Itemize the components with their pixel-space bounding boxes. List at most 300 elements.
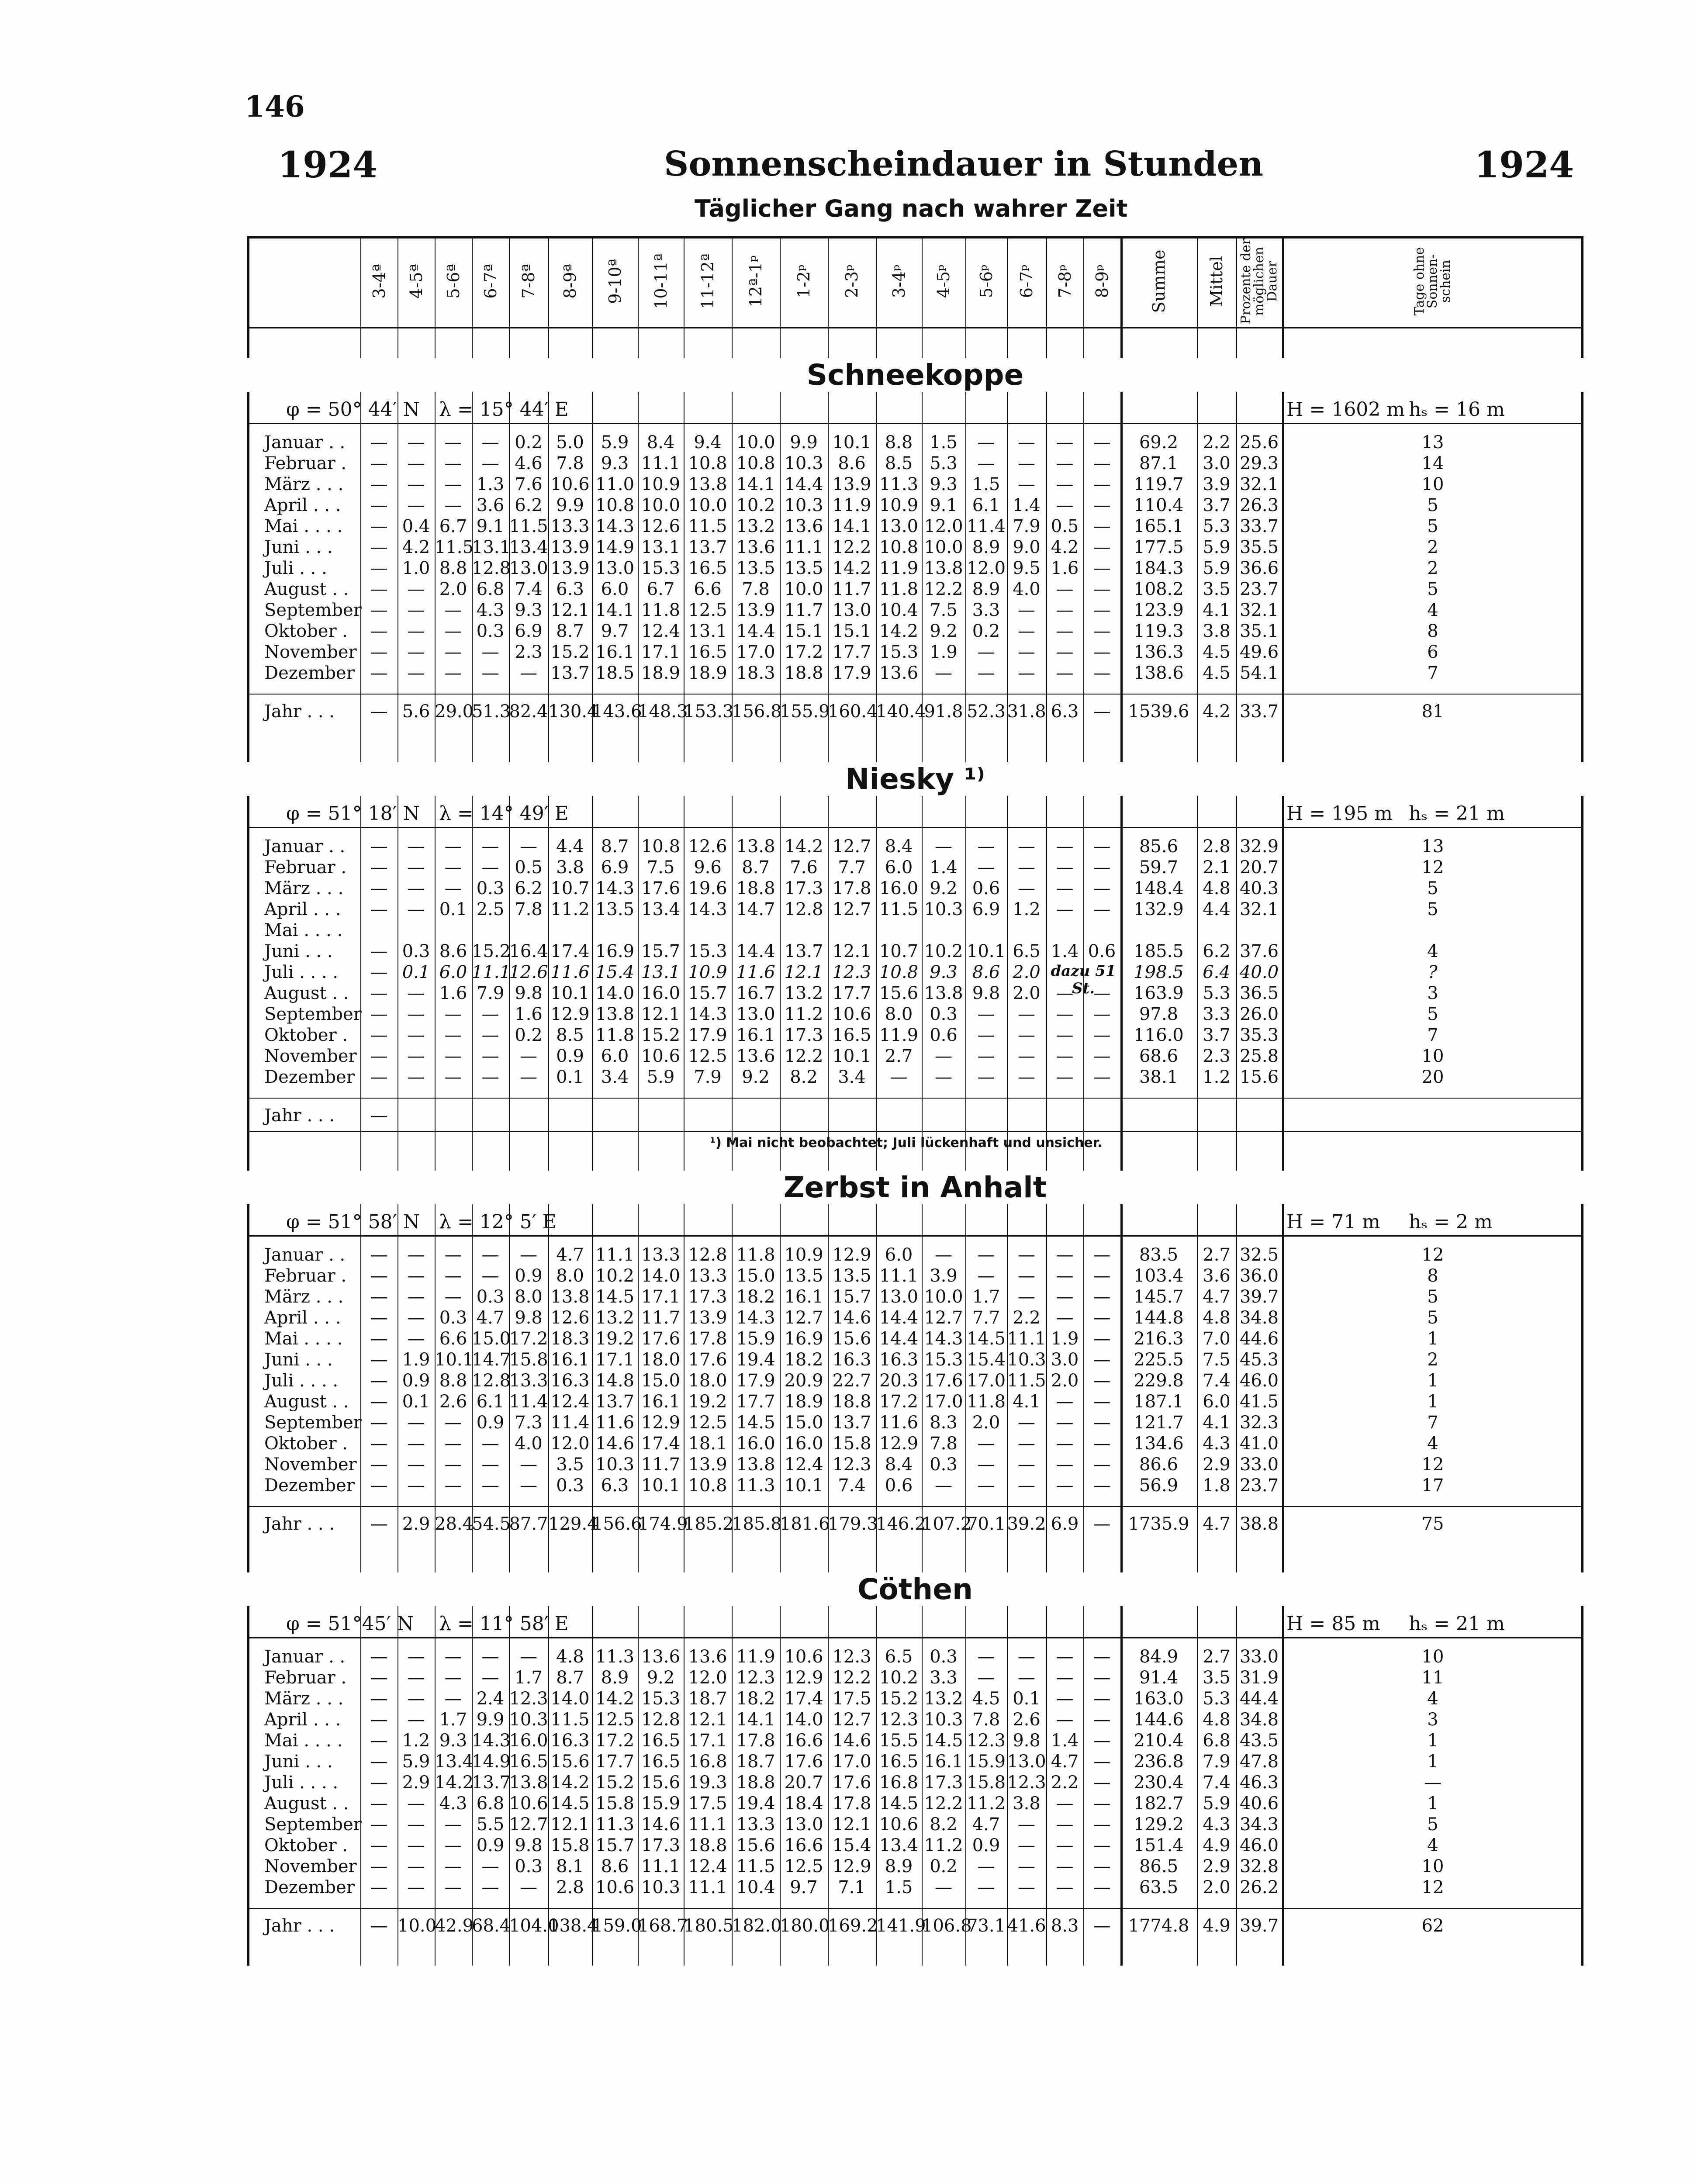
table-cell: 0.6 [930, 1025, 958, 1045]
table-cell: 12 [1421, 1877, 1444, 1897]
station-hs: hₛ = 21 m [1409, 802, 1505, 825]
year-total-row [247, 1106, 1583, 1127]
month-label: Oktober . [264, 1835, 348, 1856]
table-cell: 12.7 [784, 1308, 823, 1328]
table-cell: 17.4 [784, 1689, 823, 1709]
table-cell: 2.9 [402, 1514, 430, 1534]
table-cell: 16.3 [550, 1731, 590, 1751]
table-cell: 9.7 [790, 1877, 818, 1897]
table-cell: — [1018, 642, 1035, 662]
table-cell: 2.2 [1013, 1308, 1041, 1328]
table-cell: 1774.8 [1128, 1916, 1189, 1936]
table-cell: 180.5 [684, 1916, 734, 1936]
table-cell: — [370, 983, 388, 1003]
table-cell: — [520, 1877, 537, 1897]
table-cell: 12.9 [832, 1245, 871, 1265]
table-cell: 156.8 [732, 702, 782, 722]
table-cell: 136.3 [1134, 642, 1184, 662]
table-cell: — [444, 1287, 462, 1307]
table-cell: 6.5 [885, 1647, 913, 1667]
table-cell: — [370, 1106, 388, 1126]
month-label: April . . . [264, 1710, 341, 1730]
table-row [247, 1067, 1583, 1088]
table-cell: 6.3 [1051, 702, 1079, 722]
table-cell: — [1056, 1046, 1074, 1066]
table-cell: 11.5 [879, 899, 919, 919]
table-cell: 15.3 [924, 1350, 963, 1370]
table-cell: 18.7 [688, 1689, 727, 1709]
table-cell: 6.8 [476, 579, 505, 599]
table-cell: — [1056, 1877, 1074, 1897]
table-cell: 17.1 [641, 642, 681, 662]
table-cell: 10.8 [879, 537, 919, 557]
table-cell: — [370, 1877, 388, 1897]
table-cell: 14.5 [966, 1329, 1006, 1349]
table-cell: 3.9 [930, 1266, 958, 1286]
table-cell: 182.7 [1134, 1794, 1184, 1814]
table-cell: 31.9 [1239, 1668, 1279, 1688]
table-cell: 10.3 [924, 1710, 963, 1730]
table-cell: 9.8 [972, 983, 1000, 1003]
table-cell: — [977, 836, 995, 857]
table-cell: — [370, 1455, 388, 1475]
table-cell: — [890, 1067, 908, 1087]
table-cell: 84.9 [1139, 1647, 1179, 1667]
table-cell: 9.8 [1013, 1731, 1041, 1751]
table-cell: 11.5 [1007, 1371, 1046, 1391]
table-cell: 140.4 [876, 702, 926, 722]
table-cell: 10.2 [736, 495, 775, 515]
table-cell: 7.5 [646, 857, 675, 878]
table-cell: 10.1 [832, 1046, 871, 1066]
table-cell: — [1018, 1476, 1035, 1496]
table-cell: 47.8 [1239, 1752, 1279, 1772]
table-cell: 17.8 [832, 1794, 871, 1814]
table-cell: 26.2 [1239, 1877, 1279, 1897]
table-cell: 1735.9 [1128, 1514, 1189, 1534]
table-cell: 12.3 [832, 1455, 871, 1475]
table-cell: 35.3 [1239, 1025, 1279, 1045]
table-cell: 18.8 [736, 878, 775, 898]
table-cell: 13.3 [688, 1266, 727, 1286]
table-cell: 10.4 [879, 600, 919, 620]
table-cell: 8.5 [556, 1025, 584, 1045]
month-label: April . . . [264, 495, 341, 515]
station-section [247, 1572, 1583, 1957]
month-label: Jahr . . . [264, 1916, 335, 1936]
table-cell: 10.8 [595, 495, 635, 515]
table-cell: 1.2 [1013, 899, 1041, 919]
table-row [247, 836, 1583, 857]
table-cell: — [407, 642, 425, 662]
table-cell: 69.2 [1139, 432, 1179, 453]
table-cell: 15.8 [966, 1773, 1006, 1793]
table-cell: 9.9 [790, 432, 818, 453]
table-cell: 4.5 [1203, 642, 1231, 662]
table-cell: 16.5 [688, 642, 727, 662]
table-cell: 225.5 [1134, 1350, 1184, 1370]
table-cell: 16.0 [879, 878, 919, 898]
table-cell: 0.6 [972, 878, 1000, 898]
table-cell: 13.9 [736, 600, 775, 620]
column-header: 5-6ᵖ [976, 264, 996, 298]
table-cell: 1.7 [515, 1668, 543, 1688]
table-cell: 51.3 [472, 702, 511, 722]
table-cell: — [977, 1046, 995, 1066]
table-cell: 32.3 [1239, 1413, 1279, 1433]
table-cell: 11.6 [736, 962, 775, 982]
table-cell: — [481, 1434, 499, 1454]
table-cell: 35.5 [1239, 537, 1279, 557]
table-cell: 185.8 [732, 1514, 782, 1534]
table-cell: — [407, 1814, 425, 1835]
table-cell: — [1056, 1287, 1074, 1307]
table-cell: 13.2 [595, 1308, 635, 1328]
table-cell: 3.5 [1203, 1668, 1231, 1688]
table-cell: 16.3 [832, 1350, 871, 1370]
table-cell: 16.5 [641, 1731, 681, 1751]
table-cell: 34.8 [1239, 1308, 1279, 1328]
table-cell: — [370, 1067, 388, 1087]
table-cell: 151.4 [1134, 1835, 1184, 1856]
table-cell: — [370, 1025, 388, 1045]
table-cell: 1.6 [1051, 558, 1079, 578]
table-cell: — [1093, 857, 1111, 878]
table-cell: — [370, 1689, 388, 1709]
table-cell: 41.5 [1239, 1392, 1279, 1412]
table-cell: 8 [1427, 621, 1438, 641]
table-cell: — [407, 1455, 425, 1475]
table-cell: 18.9 [688, 663, 727, 683]
table-cell: 20.7 [784, 1773, 823, 1793]
table-cell: — [370, 1371, 388, 1391]
table-cell: 11.2 [966, 1794, 1006, 1814]
table-cell: 15.2 [595, 1773, 635, 1793]
table-row [247, 1773, 1583, 1794]
table-cell: — [1056, 642, 1074, 662]
table-cell: — [370, 516, 388, 536]
table-cell: 3.6 [476, 495, 505, 515]
table-cell: — [444, 1245, 462, 1265]
table-cell: — [1056, 600, 1074, 620]
table-cell: — [370, 1287, 388, 1307]
table-cell: 15.6 [879, 983, 919, 1003]
station-name: Cöthen [247, 1572, 1583, 1606]
table-cell: 17.9 [688, 1025, 727, 1045]
table-cell: — [370, 1046, 388, 1066]
station-section [247, 1171, 1583, 1555]
table-cell: 7.3 [515, 1413, 543, 1433]
month-label: März . . . [264, 474, 344, 494]
table-cell: 17.8 [688, 1329, 727, 1349]
month-label: Januar . . [264, 836, 346, 857]
table-cell: 1.6 [515, 1004, 543, 1024]
table-cell: 32.5 [1239, 1245, 1279, 1265]
table-cell: 10.8 [641, 836, 681, 857]
table-cell: 6.0 [885, 857, 913, 878]
table-cell: 11.9 [736, 1647, 775, 1667]
table-cell: 10.1 [832, 432, 871, 453]
table-cell: 13.9 [688, 1308, 727, 1328]
table-cell: 16.3 [550, 1371, 590, 1391]
table-cell: 13.5 [736, 558, 775, 578]
table-cell: 15.9 [736, 1329, 775, 1349]
table-cell: 40.3 [1239, 878, 1279, 898]
table-row [247, 1731, 1583, 1752]
table-cell: 103.4 [1134, 1266, 1184, 1286]
table-cell: 12.9 [550, 1004, 590, 1024]
table-cell: 0.9 [476, 1835, 505, 1856]
table-cell: — [370, 1413, 388, 1433]
table-cell: 10.2 [879, 1668, 919, 1688]
table-cell: — [1018, 432, 1035, 453]
section-rule [247, 827, 1583, 828]
table-cell: 75 [1421, 1514, 1444, 1534]
table-cell: — [1056, 1434, 1074, 1454]
table-cell: 15.4 [832, 1835, 871, 1856]
table-cell: 17.9 [832, 663, 871, 683]
table-cell: 45.3 [1239, 1350, 1279, 1370]
table-cell: 13.0 [1007, 1752, 1046, 1772]
table-cell: 13.9 [550, 537, 590, 557]
table-cell: 2.3 [515, 642, 543, 662]
table-cell: 15.2 [472, 941, 511, 961]
table-cell: — [1056, 878, 1074, 898]
table-cell: 2.7 [885, 1046, 913, 1066]
table-cell: 9.3 [515, 600, 543, 620]
table-cell: 153.3 [684, 702, 734, 722]
table-cell: 18.8 [688, 1835, 727, 1856]
table-cell: 5.3 [930, 453, 958, 473]
table-cell: 9.3 [930, 962, 958, 982]
table-cell: — [407, 857, 425, 878]
table-cell: 14.4 [879, 1329, 919, 1349]
table-cell: 1.5 [930, 432, 958, 453]
table-cell: — [1018, 1067, 1035, 1087]
table-cell: 15.7 [595, 1835, 635, 1856]
table-cell: — [520, 1455, 537, 1475]
table-cell: 17.7 [832, 642, 871, 662]
month-label: August . . [264, 579, 349, 599]
table-cell: 5 [1427, 1308, 1438, 1328]
table-cell: 14.5 [736, 1413, 775, 1433]
table-cell: 3.7 [1203, 1025, 1231, 1045]
table-cell: 13.8 [736, 836, 775, 857]
table-cell: 8.0 [885, 1004, 913, 1024]
table-cell: 0.5 [515, 857, 543, 878]
table-cell: — [1056, 1004, 1074, 1024]
table-cell: — [407, 1668, 425, 1688]
table-cell: — [1093, 516, 1111, 536]
table-cell: 12.1 [784, 962, 823, 982]
table-cell: — [1056, 1308, 1074, 1328]
table-cell: 12.2 [832, 1668, 871, 1688]
table-cell: 10.3 [509, 1710, 548, 1730]
table-cell: 13.4 [641, 899, 681, 919]
table-cell: 40.6 [1239, 1794, 1279, 1814]
table-cell: 0.1 [402, 1392, 430, 1412]
table-cell: 4.3 [1203, 1814, 1231, 1835]
table-cell: 104.0 [509, 1916, 559, 1936]
table-cell: — [370, 1916, 388, 1936]
table-cell: — [444, 1025, 462, 1045]
table-cell: 7.6 [790, 857, 818, 878]
table-cell: 8.0 [515, 1287, 543, 1307]
column-header: 11-12ª [698, 253, 717, 309]
table-cell: 9.1 [930, 495, 958, 515]
table-cell: — [1093, 600, 1111, 620]
table-cell: — [370, 1434, 388, 1454]
table-cell: — [1056, 495, 1074, 515]
footnote-rule [247, 1131, 1583, 1132]
table-cell: 6.5 [1013, 941, 1041, 961]
table-cell: — [444, 1067, 462, 1087]
table-cell: 13.1 [641, 962, 681, 982]
table-cell: 184.3 [1134, 558, 1184, 578]
table-cell: 28.4 [435, 1514, 474, 1534]
table-cell: 0.9 [402, 1371, 430, 1391]
table-row [247, 920, 1583, 941]
table-cell: 19.2 [595, 1329, 635, 1349]
table-cell: 32.8 [1239, 1856, 1279, 1876]
table-cell: 54.5 [472, 1514, 511, 1534]
table-cell: 14.0 [550, 1689, 590, 1709]
table-cell: — [370, 1835, 388, 1856]
table-cell: 14.2 [832, 558, 871, 578]
table-cell: 16.6 [784, 1835, 823, 1856]
month-label: Jahr . . . [264, 702, 335, 722]
table-cell: 0.2 [930, 1856, 958, 1876]
table-cell: 129.2 [1134, 1814, 1184, 1835]
table-cell: 236.8 [1134, 1752, 1184, 1772]
table-cell: — [407, 1689, 425, 1709]
table-cell: 13.8 [736, 1455, 775, 1475]
table-row [247, 1046, 1583, 1067]
table-cell: — [444, 600, 462, 620]
table-cell: 10.1 [550, 983, 590, 1003]
table-cell: — [481, 453, 499, 473]
year-left: 1924 [278, 144, 378, 186]
table-cell: — [407, 1025, 425, 1045]
month-label: Oktober . [264, 621, 348, 641]
table-cell: 15.9 [641, 1794, 681, 1814]
table-cell: 4.5 [1203, 663, 1231, 683]
table-cell: 10.0 [641, 495, 681, 515]
table-cell: 4.9 [1203, 1916, 1231, 1936]
table-cell: — [977, 1266, 995, 1286]
column-header: 8-9ᵖ [1092, 264, 1112, 298]
table-cell: 0.1 [1013, 1689, 1041, 1709]
table-cell: 6.0 [601, 1046, 629, 1066]
station-height: H = 195 m [1286, 802, 1393, 825]
table-cell: 106.8 [922, 1916, 972, 1936]
table-cell: 62 [1421, 1916, 1444, 1936]
table-cell: — [935, 836, 952, 857]
table-cell: — [1018, 1025, 1035, 1045]
table-cell: — [1093, 1392, 1111, 1412]
table-cell: 8.6 [439, 941, 467, 961]
month-label: Juni . . . [264, 537, 333, 557]
table-cell: 198.5 [1134, 962, 1184, 982]
table-row [247, 621, 1583, 642]
table-cell: 10.6 [784, 1647, 823, 1667]
table-cell: — [481, 1647, 499, 1667]
table-cell: — [977, 1455, 995, 1475]
table-cell: 13.4 [879, 1835, 919, 1856]
table-cell: 5.9 [1203, 537, 1231, 557]
table-cell: 187.1 [1134, 1392, 1184, 1412]
table-cell: 16.1 [595, 642, 635, 662]
table-cell: 14.4 [879, 1308, 919, 1328]
table-cell: — [1056, 857, 1074, 878]
table-row [247, 1455, 1583, 1476]
station-section [247, 762, 1583, 1151]
table-cell: — [444, 1004, 462, 1024]
table-cell: 1 [1427, 1794, 1438, 1814]
table-cell: — [407, 600, 425, 620]
table-cell: 210.4 [1134, 1731, 1184, 1751]
table-row [247, 1350, 1583, 1371]
table-cell: — [444, 1856, 462, 1876]
table-row [247, 1392, 1583, 1413]
table-cell: 15.6 [736, 1835, 775, 1856]
table-cell: 10.6 [509, 1794, 548, 1814]
table-cell: 33.7 [1239, 516, 1279, 536]
table-cell: 130.4 [548, 702, 598, 722]
table-cell: — [370, 1814, 388, 1835]
table-cell: — [1018, 836, 1035, 857]
table-cell: 17.0 [924, 1392, 963, 1412]
table-cell: 3.3 [1203, 1004, 1231, 1024]
table-cell: 17.7 [595, 1752, 635, 1772]
table-cell: 0.3 [930, 1004, 958, 1024]
table-cell: 10.6 [641, 1046, 681, 1066]
table-cell: 10.0 [688, 495, 727, 515]
table-cell: 10.0 [736, 432, 775, 453]
table-cell: 49.6 [1239, 642, 1279, 662]
table-cell: 14.9 [472, 1752, 511, 1772]
table-cell: 10.3 [1007, 1350, 1046, 1370]
month-label: April . . . [264, 1308, 341, 1328]
table-cell: 32.1 [1239, 600, 1279, 620]
table-cell: 12.8 [784, 899, 823, 919]
table-cell: — [407, 1266, 425, 1286]
table-cell: 86.5 [1139, 1856, 1179, 1876]
table-cell: 12.7 [924, 1308, 963, 1328]
table-cell: 11.1 [688, 1814, 727, 1835]
table-cell: 12.6 [641, 516, 681, 536]
station-name: Schneekoppe [247, 358, 1583, 392]
table-cell: 138.4 [548, 1916, 598, 1936]
table-cell: — [444, 1835, 462, 1856]
table-cell: 4.3 [1203, 1434, 1231, 1454]
table-cell: 46.0 [1239, 1371, 1279, 1391]
table-cell: 17.8 [736, 1731, 775, 1751]
table-cell: 9.3 [601, 453, 629, 473]
table-cell: 8.4 [885, 1455, 913, 1475]
table-row [247, 1668, 1583, 1689]
table-cell: 14.4 [736, 621, 775, 641]
table-cell: 16.1 [736, 1025, 775, 1045]
table-cell: 10.9 [879, 495, 919, 515]
table-cell: 12.3 [509, 1689, 548, 1709]
table-cell: 7.0 [1203, 1329, 1231, 1349]
table-cell: — [481, 1455, 499, 1475]
table-cell: — [407, 983, 425, 1003]
table-cell: 17.1 [641, 1287, 681, 1307]
table-cell: — [1093, 1877, 1111, 1897]
table-cell: 3.8 [1203, 621, 1231, 641]
